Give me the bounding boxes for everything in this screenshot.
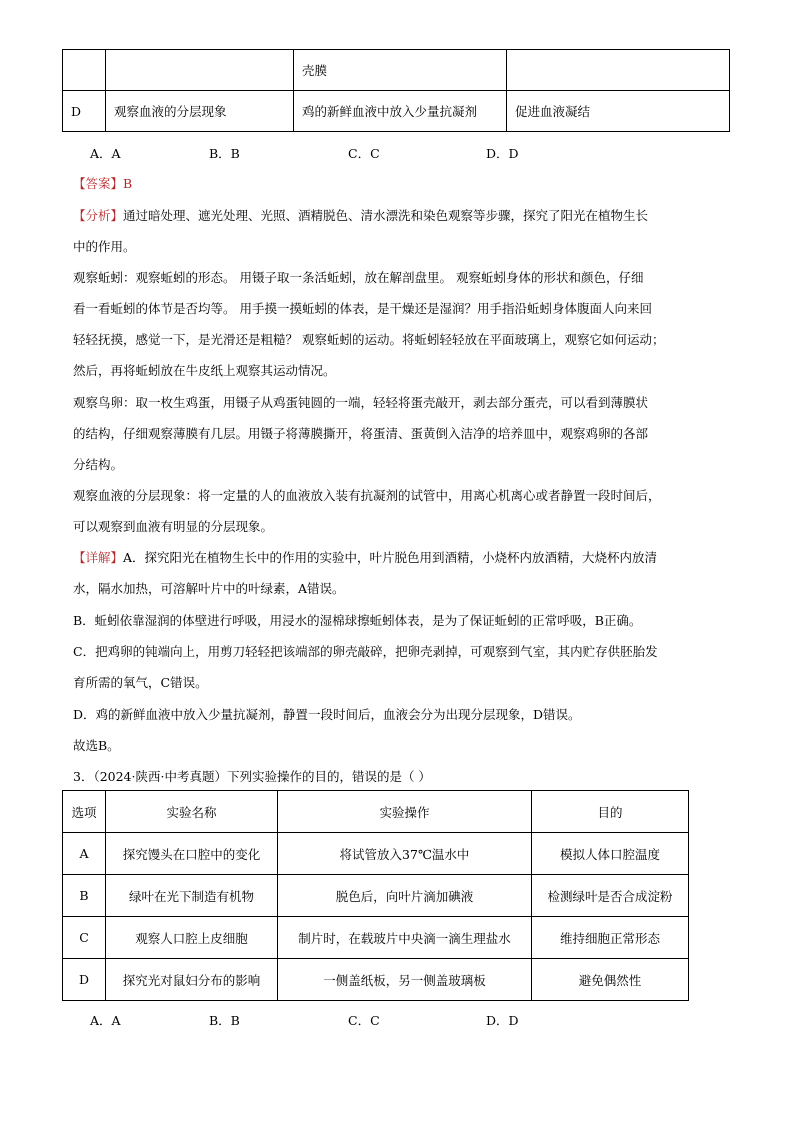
analysis-line: 中的作用。 [73, 239, 136, 254]
detail-line: 育所需的氧气，C错误。 [73, 675, 208, 690]
column-header: 选项 [63, 791, 106, 833]
table-row [63, 917, 689, 959]
option-b: B．B [209, 146, 240, 161]
detail-line: C．把鸡卵的钝端向上，用剪刀轻轻把该端部的卵壳敲碎，把卵壳剥掉，可观察到气室，其内贮存供胚胎发 [73, 644, 658, 659]
analysis-label: 【分析】 [73, 208, 124, 223]
analysis-line: 观察蚯蚓：观察蚯蚓的形态。 用镊子取一条活蚯蚓，放在解剖盘里。 观察蚯蚓身体的形状和颜色，仔细 [73, 270, 644, 285]
analysis-line: 的结构，仔细观察薄膜有几层。用镊子将薄膜撕开，将蛋清、蛋黄倒入洁净的培养皿中，观察鸡卵的各部 [73, 426, 649, 441]
table-row [63, 959, 689, 1001]
table-cell: 鸡的新鲜血液中放入少量抗凝剂 [294, 91, 507, 132]
detail-line: B．蚯蚓依靠湿润的体壁进行呼吸，用浸水的湿棉球擦蚯蚓体表，是为了保证蚯蚓的正常呼吸，B正确。 [73, 613, 642, 628]
table-row [63, 50, 730, 91]
table-cell: 一侧盖纸板，另一侧盖玻璃板 [278, 959, 532, 1001]
table-cell: 避免偶然性 [532, 959, 689, 1001]
table-cell: 绿叶在光下制造有机物 [106, 875, 278, 917]
table-cell: 促进血液凝结 [507, 91, 730, 132]
table-cell: 观察人口腔上皮细胞 [106, 917, 278, 959]
analysis-line: 然后，再将蚯蚓放在牛皮纸上观察其运动情况。 [73, 363, 336, 378]
table-cell: 壳膜 [294, 50, 507, 91]
table-cell: D [63, 91, 106, 132]
detail-text: A．探究阳光在植物生长中的作用的实验中，叶片脱色用到酒精，小烧杯内放酒精，大烧杯内放清 [123, 550, 658, 565]
option-c: C．C [348, 146, 380, 161]
answer-line [73, 174, 132, 192]
table-cell [106, 50, 294, 91]
table-header-row [63, 791, 689, 833]
option-d: D．D [486, 1013, 519, 1028]
question-3-stem: 3．（2024·陕西·中考真题）下列实验操作的目的，错误的是（ ） [73, 769, 431, 784]
table-cell [63, 50, 106, 91]
table-row [63, 875, 689, 917]
table-cell: 脱色后，向叶片滴加碘液 [278, 875, 532, 917]
table-cell: A [63, 833, 106, 875]
detail-line: 故选B。 [73, 738, 120, 753]
analysis-line [73, 206, 648, 224]
table-cell: 制片时，在载玻片中央滴一滴生理盐水 [278, 917, 532, 959]
table-row [63, 833, 689, 875]
option-b: B．B [209, 1013, 240, 1028]
answer-label: 【答案】 [73, 176, 124, 191]
answer-value: B [123, 176, 133, 191]
analysis-text: 通过暗处理、遮光处理、光照、酒精脱色、清水漂洗和染色观察等步骤，探究了阳光在植物生长 [123, 208, 649, 223]
option-a: A．A [90, 146, 121, 161]
analysis-line: 可以观察到血液有明显的分层现象。 [73, 519, 274, 534]
analysis-line: 观察血液的分层现象：将一定量的人的血液放入装有抗凝剂的试管中，用离心机离心或者静置一段时间后， [73, 488, 661, 503]
option-d: D．D [486, 146, 519, 161]
analysis-line: 轻轻抚摸，感觉一下，是光滑还是粗糙？ 观察蚯蚓的运动。将蚯蚓轻轻放在平面玻璃上，观察它如何运动； [73, 332, 665, 347]
column-header: 目的 [532, 791, 689, 833]
question-3-table [62, 790, 689, 1001]
table-cell: 探究馒头在口腔中的变化 [106, 833, 278, 875]
table-cell: 探究光对鼠妇分布的影响 [106, 959, 278, 1001]
table-cell: 模拟人体口腔温度 [532, 833, 689, 875]
option-c: C．C [348, 1013, 380, 1028]
analysis-line: 分结构。 [73, 457, 124, 472]
table-cell: B [63, 875, 106, 917]
detail-label: 【详解】 [73, 550, 124, 565]
table-cell: 维持细胞正常形态 [532, 917, 689, 959]
table-row [63, 91, 730, 132]
option-a: A．A [90, 1013, 121, 1028]
detail-line [73, 548, 657, 566]
column-header: 实验名称 [106, 791, 278, 833]
column-header: 实验操作 [278, 791, 532, 833]
table-cell: C [63, 917, 106, 959]
table-cell: 将试管放入37℃温水中 [278, 833, 532, 875]
continued-options-table [62, 49, 730, 132]
detail-line: D．鸡的新鲜血液中放入少量抗凝剂，静置一段时间后，血液会分为出现分层现象，D错误。 [73, 707, 581, 722]
table-cell: D [63, 959, 106, 1001]
analysis-line: 观察鸟卵：取一枚生鸡蛋，用镊子从鸡蛋钝圆的一端，轻轻将蛋壳敲开，剥去部分蛋壳，可以看到薄膜状 [73, 395, 649, 410]
table-cell: 观察血液的分层现象 [106, 91, 294, 132]
table-cell: 检测绿叶是否合成淀粉 [532, 875, 689, 917]
analysis-line: 看一看蚯蚓的体节是否均等。 用手摸一摸蚯蚓的体表，是干燥还是湿润？用手指沿蚯蚓身体腹面人向来回 [73, 301, 652, 316]
table-cell [507, 50, 730, 91]
detail-line: 水，隔水加热，可溶解叶片中的叶绿素，A错误。 [73, 581, 345, 596]
